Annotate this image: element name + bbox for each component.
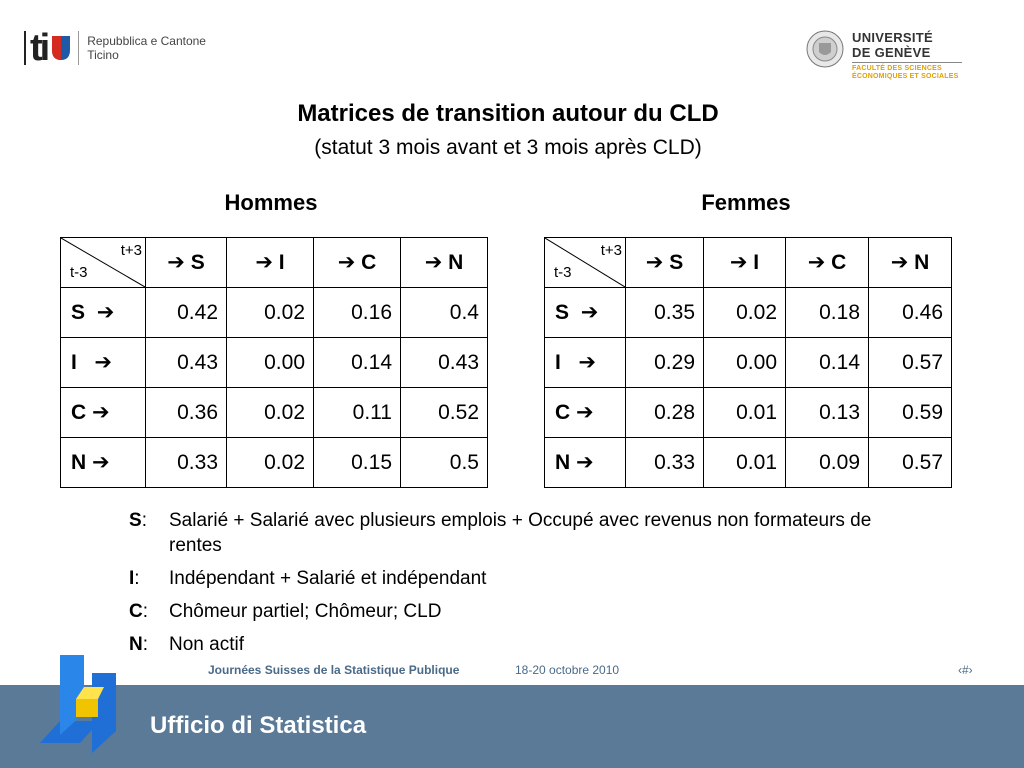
table-cell: 0.52 [401, 388, 488, 438]
table-cell: 0.36 [146, 388, 227, 438]
corner-after-label: t+3 [600, 242, 622, 259]
legend-item [129, 632, 909, 657]
table-cell: 0.57 [869, 438, 952, 488]
table-cell: 0.43 [401, 338, 488, 388]
table-header-row [61, 238, 488, 288]
footer-event: Journées Suisses de la Statistique Publique [208, 663, 460, 677]
column-header [869, 238, 952, 288]
column-header [786, 238, 869, 288]
ticino-logo-text: ti [30, 27, 48, 69]
legend-item [129, 508, 909, 558]
table-cell: 0.57 [869, 338, 952, 388]
legend-key: C [129, 601, 143, 622]
table-cell: 0.09 [786, 438, 869, 488]
row-header [545, 388, 626, 438]
table-cell: 0.29 [626, 338, 704, 388]
hommes-title: Hommes [224, 190, 318, 215]
ticino-label [87, 34, 206, 62]
table-cell: 0.01 [704, 388, 786, 438]
legend-description: Salarié + Salarié avec plusieurs emplois + Occupé avec revenus non formateurs de rentes [169, 510, 872, 556]
unige-divider [852, 62, 962, 63]
table-cell: 0.18 [786, 288, 869, 338]
table-cell: 0.01 [704, 438, 786, 488]
table-cell: 0.46 [869, 288, 952, 338]
slide-title: Matrices de transition autour du CLD [297, 100, 719, 127]
arrow-icon: ➔ [576, 451, 594, 474]
unige-logo [806, 30, 962, 81]
table-cell: 0.5 [401, 438, 488, 488]
corner-before-label: t-3 [70, 264, 88, 281]
corner-cell [61, 238, 146, 288]
column-label: I [278, 251, 285, 274]
row-label: S [555, 301, 570, 324]
table-cell: 0.02 [704, 288, 786, 338]
arrow-icon: ➔ [167, 251, 185, 274]
arrow-icon: ➔ [578, 351, 596, 374]
table-cell: 0.14 [786, 338, 869, 388]
unige-seal-icon [806, 30, 844, 68]
column-label: C [831, 251, 847, 274]
slide-subtitle: (statut 3 mois avant et 3 mois après CLD) [314, 136, 702, 159]
arrow-icon: ➔ [92, 401, 110, 424]
ticino-logo [24, 27, 206, 69]
table-row [545, 288, 952, 338]
row-header [545, 438, 626, 488]
table-row [61, 388, 488, 438]
row-label: N [71, 451, 87, 474]
column-label: C [361, 251, 377, 274]
column-label: S [190, 251, 205, 274]
ustat-logo-icon [40, 655, 136, 755]
row-header [545, 338, 626, 388]
legend-separator: : [142, 634, 149, 655]
column-label: N [914, 251, 930, 274]
row-label: C [555, 401, 571, 424]
table-row [545, 338, 952, 388]
table-cell: 0.02 [227, 288, 314, 338]
arrow-icon: ➔ [807, 251, 826, 274]
table-cell: 0.15 [314, 438, 401, 488]
footer-dates: 18-20 octobre 2010 [515, 663, 620, 677]
column-header [146, 238, 227, 288]
table-cell: 0.33 [146, 438, 227, 488]
table-cell: 0.42 [146, 288, 227, 338]
arrow-icon: ➔ [337, 251, 356, 274]
table-cell: 0.00 [227, 338, 314, 388]
table-row [61, 438, 488, 488]
logo-separator [78, 31, 79, 65]
table-row [61, 288, 488, 338]
row-header [545, 288, 626, 338]
footer-page-marker: ‹#› [958, 663, 973, 677]
table-cell: 0.28 [626, 388, 704, 438]
table-cell: 0.11 [314, 388, 401, 438]
legend-separator: : [142, 601, 149, 622]
column-label: I [753, 251, 760, 274]
arrow-icon: ➔ [424, 251, 443, 274]
table-header-row [545, 238, 952, 288]
legend-key: S [129, 510, 142, 531]
arrow-icon: ➔ [255, 251, 273, 274]
unige-faculty1: FACULTÉ DES SCIENCES [852, 65, 942, 72]
arrow-icon: ➔ [645, 251, 664, 274]
table-cell: 0.43 [146, 338, 227, 388]
footer-brand: Ufficio di Statistica [150, 712, 367, 739]
row-header [61, 388, 146, 438]
corner-before-label: t-3 [554, 264, 572, 281]
row-label: S [71, 301, 86, 324]
column-header [314, 238, 401, 288]
column-header [626, 238, 704, 288]
table-cell: 0.4 [401, 288, 488, 338]
arrow-icon: ➔ [729, 251, 748, 274]
table-row [61, 338, 488, 388]
column-header [401, 238, 488, 288]
row-header [61, 288, 146, 338]
unige-faculty2: ÉCONOMIQUES ET SOCIALES [852, 73, 959, 80]
unige-line2: DE GENÈVE [852, 45, 931, 60]
row-label: I [555, 351, 561, 374]
arrow-icon: ➔ [94, 351, 112, 374]
femmes-title: Femmes [701, 190, 791, 215]
column-header [227, 238, 314, 288]
arrow-icon: ➔ [92, 451, 110, 474]
table-cell: 0.02 [227, 438, 314, 488]
arrow-icon: ➔ [890, 251, 909, 274]
legend-key: N [129, 634, 143, 655]
legend-item [129, 599, 909, 624]
table-cell: 0.16 [314, 288, 401, 338]
ticino-line1: Repubblica e Cantone [87, 34, 206, 48]
table-row [545, 388, 952, 438]
column-label: N [448, 251, 464, 274]
corner-cell [545, 238, 626, 288]
ticino-line2: Ticino [87, 48, 119, 62]
legend [129, 508, 909, 665]
legend-description: Chômeur partiel; Chômeur; CLD [169, 601, 442, 622]
row-header [61, 338, 146, 388]
legend-separator: : [141, 510, 147, 531]
arrow-icon: ➔ [96, 301, 115, 324]
table-cell: 0.00 [704, 338, 786, 388]
legend-description: Indépendant + Salarié et indépendant [169, 568, 487, 589]
table-cell: 0.02 [227, 388, 314, 438]
femmes-matrix-table [544, 237, 952, 488]
table-cell: 0.13 [786, 388, 869, 438]
table-cell: 0.35 [626, 288, 704, 338]
row-label: C [71, 401, 87, 424]
arrow-icon: ➔ [580, 301, 599, 324]
column-label: S [669, 251, 684, 274]
corner-after-label: t+3 [120, 242, 142, 259]
table-cell: 0.14 [314, 338, 401, 388]
legend-item [129, 566, 909, 591]
row-label: I [71, 351, 77, 374]
table-cell: 0.59 [869, 388, 952, 438]
logo-bar [24, 31, 26, 65]
unige-line1: UNIVERSITÉ [852, 30, 934, 45]
ticino-shield-icon [52, 36, 70, 60]
legend-description: Non actif [169, 634, 244, 655]
hommes-matrix-table [60, 237, 488, 488]
column-header [704, 238, 786, 288]
table-row [545, 438, 952, 488]
legend-key: I [129, 568, 135, 589]
table-cell: 0.33 [626, 438, 704, 488]
arrow-icon: ➔ [576, 401, 594, 424]
legend-separator: : [134, 568, 140, 589]
row-label: N [555, 451, 571, 474]
row-header [61, 438, 146, 488]
